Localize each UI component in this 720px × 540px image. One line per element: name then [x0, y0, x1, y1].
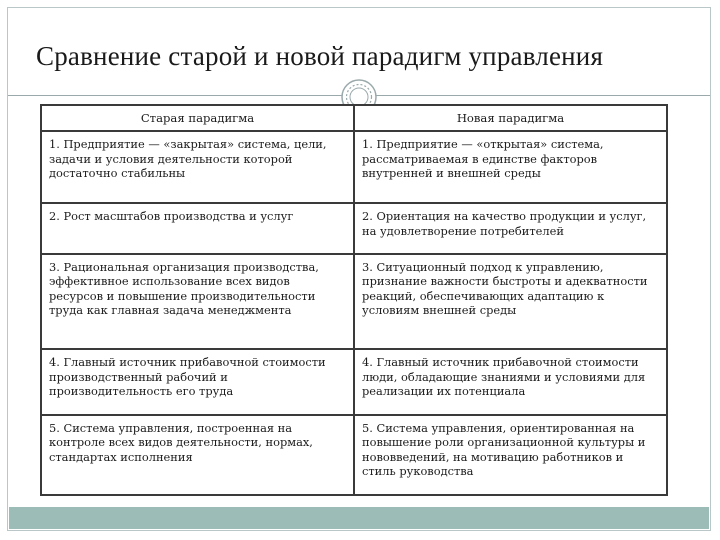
cell-old: 4. Главный источник прибавочной стоимости производственный рабочий и производительность его труда — [41, 349, 354, 414]
table-row — [41, 203, 667, 253]
cell-old: 3. Рациональная организация производства, эффективное использование всех видов ресурсов и повышение производительности труда как главная задача менеджмента — [41, 254, 354, 350]
cell-old: 1. Предприятие — «закрытая» система, цели, задачи и условия деятельности которой достаточно стабильны — [41, 131, 354, 203]
comparison-table-container — [40, 104, 666, 496]
comparison-table — [40, 104, 668, 496]
cell-new: 2. Ориентация на качество продукции и услуг, на удовлетворение потребителей — [354, 203, 667, 253]
table-header-row — [41, 105, 667, 131]
table-row — [41, 254, 667, 350]
cell-new: 5. Система управления, ориентированная на повышение роли организационной культуры и нововведений, на мотивацию работников и стиль руководства — [354, 415, 667, 495]
cell-new: 4. Главный источник прибавочной стоимости люди, обладающие знаниями и условиями для реализации их потенциала — [354, 349, 667, 414]
table-row — [41, 131, 667, 203]
cell-old: 2. Рост масштабов производства и услуг — [41, 203, 354, 253]
footer-bar — [9, 507, 709, 529]
table-row — [41, 349, 667, 414]
table-row — [41, 415, 667, 495]
header-old-paradigm: Старая парадигма — [41, 105, 354, 131]
cell-old: 5. Система управления, построенная на контроле всех видов деятельности, нормах, стандартах исполнения — [41, 415, 354, 495]
slide-title: Сравнение старой и новой парадигм управления — [36, 41, 604, 71]
cell-new: 1. Предприятие — «открытая» система, рассматриваемая в единстве факторов внутренней и внешней среды — [354, 131, 667, 203]
cell-new: 3. Ситуационный подход к управлению, признание важности быстроты и адекватности реакций, обеспечивающих адаптацию к условиям внешней среды — [354, 254, 667, 350]
header-new-paradigm: Новая парадигма — [354, 105, 667, 131]
